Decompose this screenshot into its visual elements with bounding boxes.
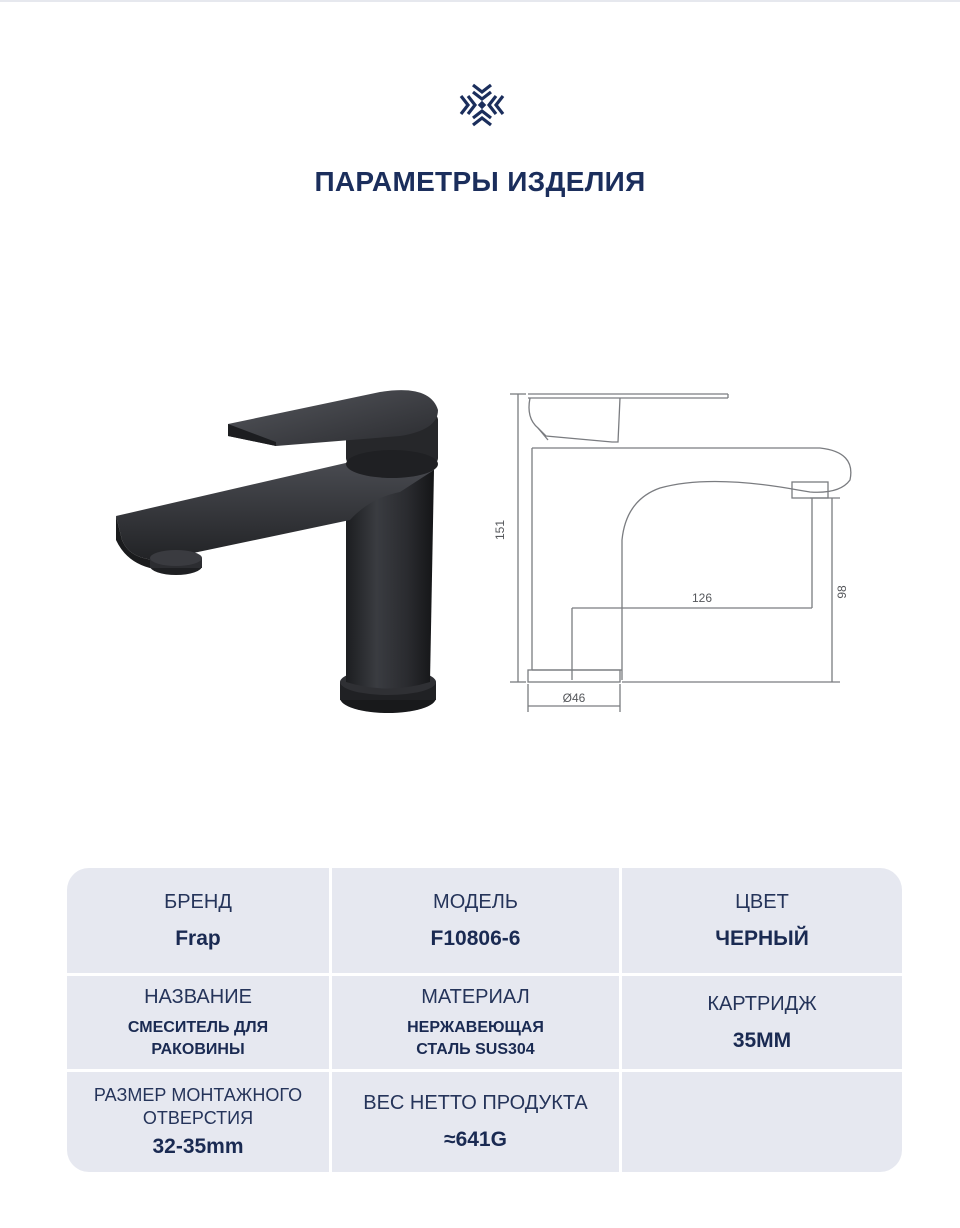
model-label: МОДЕЛЬ xyxy=(433,890,518,913)
faucet-photo xyxy=(100,370,460,730)
color-value: ЧЕРНЫЙ xyxy=(715,926,809,950)
name-value-line1: СМЕСИТЕЛЬ ДЛЯ xyxy=(127,1018,269,1036)
name-value xyxy=(128,1017,268,1061)
spec-cell-name xyxy=(67,976,332,1072)
color-label: ЦВЕТ xyxy=(735,890,789,913)
material-label: МАТЕРИАЛ xyxy=(421,985,530,1008)
dim-reach-label: 126 xyxy=(691,591,713,605)
page-title: ПАРАМЕТРЫ ИЗДЕЛИЯ xyxy=(314,166,646,197)
spec-cell-empty xyxy=(622,1072,902,1172)
spec-cell-model xyxy=(332,868,622,976)
cartridge-value: 35MM xyxy=(732,1028,792,1052)
material-value-line2: СТАЛЬ SUS304 xyxy=(416,1040,535,1058)
technical-drawing xyxy=(490,380,860,720)
snowflake-chevron-icon xyxy=(457,80,507,130)
spec-table xyxy=(67,868,902,1172)
spec-cell-cartridge xyxy=(622,976,902,1072)
model-value: F10806-6 xyxy=(430,926,521,950)
name-label: НАЗВАНИЕ xyxy=(144,985,252,1008)
material-value xyxy=(407,1017,544,1061)
spec-cell-brand xyxy=(67,868,332,976)
cartridge-label: КАРТРИДЖ xyxy=(707,992,817,1015)
spec-cell-weight xyxy=(332,1072,622,1172)
top-divider xyxy=(0,0,960,2)
spec-cell-material xyxy=(332,976,622,1072)
brand-value: Frap xyxy=(175,926,221,950)
spec-cell-color xyxy=(622,868,902,976)
hole-label-line1: РАЗМЕР МОНТАЖНОГО xyxy=(93,1085,303,1105)
dim-height-label: 151 xyxy=(493,519,507,541)
brand-label: БРЕНД xyxy=(164,890,232,913)
name-value-line2: РАКОВИНЫ xyxy=(151,1040,245,1058)
hole-label-line2: ОТВЕРСТИЯ xyxy=(142,1108,254,1128)
weight-label: ВЕС НЕТТО ПРОДУКТА xyxy=(363,1092,588,1114)
material-value-line1: НЕРЖАВЕЮЩАЯ xyxy=(407,1018,544,1036)
hole-value: 32-35mm xyxy=(152,1135,244,1158)
hole-label xyxy=(94,1084,302,1130)
dim-spout-label: 98 xyxy=(835,585,849,599)
spec-cell-hole-size xyxy=(67,1072,332,1172)
weight-value: ≈641G xyxy=(444,1128,507,1151)
dim-base-label: Ø46 xyxy=(562,691,586,705)
